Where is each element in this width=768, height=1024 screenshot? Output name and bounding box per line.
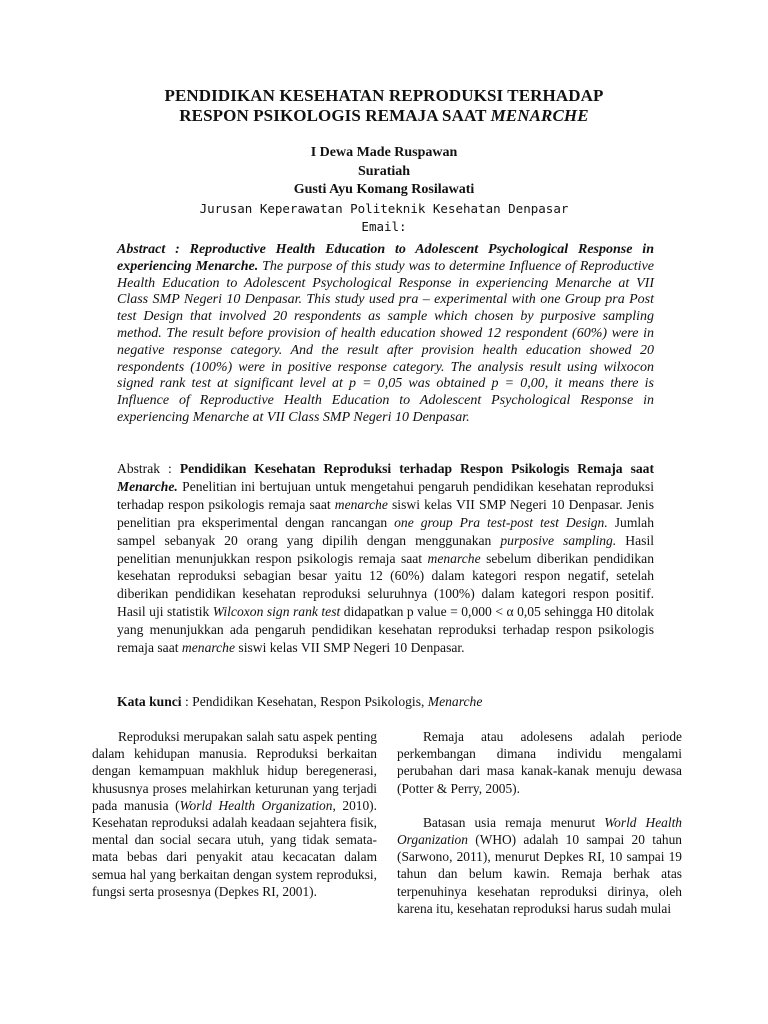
paper-title: [0, 86, 768, 126]
abstrak-text-6: didapatkan p value = 0,000 < α 0,05 sehingga H0 ditolak yang menunjukkan ada pengaruh pendidikan kesehatan reproduksi terhadap respon psikologis remaja saat: [117, 604, 654, 656]
left-paragraph-1: [92, 728, 377, 900]
abstrak-text-7: siswi kelas VII SMP Negeri 10 Denpasar.: [235, 640, 465, 656]
abstrak-text-4: Hasil penelitian menunjukkan respon psikologis remaja saat: [117, 532, 654, 566]
abstrak-italic-2: one group Pra test-post test Design.: [394, 514, 608, 530]
body-column-left: [92, 728, 377, 900]
abstrak-italic-5: Wilcoxon sign rank test: [212, 604, 341, 620]
title-line-1: PENDIDIKAN KESEHATAN REPRODUKSI TERHADAP: [164, 86, 604, 105]
right-p2-italic: World Health Organization: [397, 814, 682, 848]
abstrak-text-5: sebelum diberikan pendidikan kesehatan reproduksi sebagian besar yaitu 12 (60%) dalam kategori respon negatif, setelah diberikan pendidikan kesehatan reproduksi seluruhnya (100%) dalam kategori respon positif. Hasil uji statistik: [117, 550, 655, 620]
left-p1-text-b: , 2010). Kesehatan reproduksi adalah keadaan sejahtera fisik, mental dan social secara utuh, yang tidak semata-mata bebas dari penyakit atau kecacatan dalam semua hal yang berkaitan dengan system reproduksi, fungsi serta prosesnya (Depkes RI, 2001).: [92, 797, 377, 899]
right-paragraph-1: Remaja atau adolesens adalah periode perkembangan dimana individu mengalami perubahan dari masa kanak-kanak menuju dewasa (Potter & Perry, 2005).: [397, 729, 682, 796]
abstrak-lead: Pendidikan Kesehatan Reproduksi terhadap Respon Psikologis Remaja saat: [179, 461, 654, 476]
email-label: Email:: [361, 219, 407, 234]
abstrak-text-3: Jumlah sampel sebanyak 20 orang yang dipilih dengan menggunakan: [117, 514, 654, 548]
title-line-2-italic: MENARCHE: [490, 106, 589, 125]
abstrak-label: Abstrak :: [117, 461, 180, 476]
body-column-right: [397, 728, 682, 917]
abstrak-italic-4: menarche: [427, 550, 481, 566]
abstract-english-body: The purpose of this study was to determine Influence of Reproductive Health Education to Adolescent Psychological Response in experiencing Menarche at VII Class SMP Negeri 10 Denpasar. This study used pra – experimental with one Group pra Post test Design that involved 20 respondents as sample which chosen by purposive sampling method. The result before provision of health education showed 12 respondent (60%) were in negative response category. And the result after provision health education showed 20 respondents (100%) were in positive response category. The analysis result using wilxocon signed rank test at significant level at p = 0,05 was obtained p = 0,00, it means there is Influence of Reproductive Health Education to Adolescent Psychological Response in experiencing Menarche at VII Class SMP Negeri 10 Denpasar.: [117, 258, 654, 425]
abstrak-italic-6: menarche: [181, 640, 236, 656]
author-block: [0, 144, 768, 237]
right-p2-text-b: (WHO) adalah 10 sampai 20 tahun (Sarwono, 2011), menurut Depkes RI, 10 sampai 19 tahun dan belum kawin. Remaja berhak atas terpenuhinya kesehatan reproduksi dirinya, oleh karena itu, kesehatan reproduksi harus sudah mulai: [397, 832, 682, 916]
abstrak-italic-1: menarche: [334, 496, 388, 512]
right-paragraph-2: [397, 814, 682, 917]
keywords-label: Kata kunci: [117, 694, 182, 709]
keywords-text: : Pendidikan Kesehatan, Respon Psikologis,: [181, 694, 428, 709]
author-3: Gusti Ayu Komang Rosilawati: [293, 182, 475, 197]
left-p1-italic: World Health Organization: [179, 797, 333, 813]
abstrak-lead-italic: Menarche.: [117, 478, 178, 494]
author-2: Suratiah: [357, 163, 411, 179]
keywords: [117, 693, 654, 711]
left-p1-text-a: Reproduksi merupakan salah satu aspek penting dalam kehidupan manusia. Reproduksi berkaitan dengan kemampuan makhluk hidup beregenerasi, khususnya proses melahirkan keturunan yang terjadi pada manusia (: [92, 729, 377, 813]
keywords-italic: Menarche: [427, 694, 483, 709]
abstrak-text-1: Penelitian ini bertujuan untuk mengetahui pengaruh pendidikan kesehatan reproduksi terhadap respon psikologis remaja saat: [117, 478, 654, 512]
author-1: I Dewa Made Ruspawan: [310, 145, 458, 160]
abstract-indonesian: [117, 460, 654, 657]
abstract-english: [117, 242, 654, 427]
title-line-2: [0, 106, 768, 126]
affiliation: Jurusan Keperawatan Politeknik Kesehatan Denpasar: [199, 200, 569, 216]
right-p2-text-a: Batasan usia remaja menurut: [423, 814, 605, 830]
abstract-english-lead: Abstract : Reproductive Health Education to Adolescent Psychological Response in experiencing Menarche.: [117, 242, 654, 274]
title-line-2-text: RESPON PSIKOLOGIS REMAJA SAAT: [179, 106, 491, 125]
abstrak-text-2: siswi kelas VII SMP Negeri 10 Denpasar. Jenis penelitian pra eksperimental dengan rancangan: [117, 496, 654, 530]
abstrak-italic-3: purposive sampling.: [500, 532, 617, 548]
